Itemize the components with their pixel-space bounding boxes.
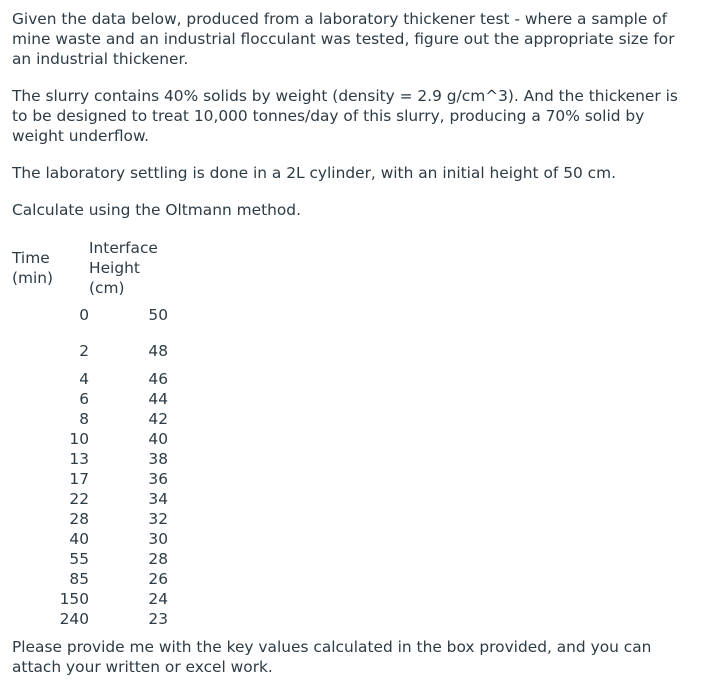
cylinder-paragraph: The laboratory settling is done in a 2L cylinder, with an initial height of 50 cm.	[12, 164, 617, 182]
height-cell: 38	[148, 450, 168, 468]
time-cell: 2	[79, 342, 89, 360]
time-column-header	[12, 248, 53, 288]
height-cell: 40	[148, 430, 168, 448]
time-cell: 4	[79, 370, 89, 388]
time-cell: 55	[69, 550, 89, 568]
height-cell: 32	[148, 510, 168, 528]
height-cell: 26	[148, 570, 168, 588]
height-header-line: Interface	[89, 239, 158, 257]
time-cell: 10	[69, 430, 89, 448]
method-paragraph: Calculate using the Oltmann method.	[12, 201, 301, 219]
time-cell: 28	[69, 510, 89, 528]
time-cell: 40	[69, 530, 89, 548]
height-header-unit: (cm)	[89, 279, 125, 297]
height-cell: 48	[148, 342, 168, 360]
height-cell: 23	[148, 610, 168, 628]
time-cell: 13	[69, 450, 89, 468]
height-cell: 46	[148, 370, 168, 388]
height-cell: 28	[148, 550, 168, 568]
height-column-header	[89, 238, 158, 298]
time-cell: 0	[79, 306, 89, 324]
time-cell: 6	[79, 390, 89, 408]
height-cell: 36	[148, 470, 168, 488]
height-header-line: Height	[89, 259, 140, 277]
time-cell: 8	[79, 410, 89, 428]
height-cell: 30	[148, 530, 168, 548]
time-cell: 22	[69, 490, 89, 508]
height-cell: 42	[148, 410, 168, 428]
height-cell: 50	[148, 306, 168, 324]
height-cell: 34	[148, 490, 168, 508]
time-header-line: Time	[12, 249, 50, 267]
closing-paragraph: Please provide me with the key values calculated in the box provided, and you can attach your written or excel work.	[12, 638, 652, 676]
time-header-unit: (min)	[12, 269, 54, 287]
slurry-paragraph: The slurry contains 40% solids by weight (density = 2.9 g/cm^3). And the thickener is to be designed to treat 10,000 tonnes/day of this slurry, producing a 70% solid by weight underflow.	[12, 87, 678, 145]
time-cell: 240	[59, 610, 89, 628]
intro-paragraph: Given the data below, produced from a laboratory thickener test - where a sample of mine waste and an industrial flocculant was tested, figure out the appropriate size for an industrial thickener.	[12, 10, 675, 68]
time-cell: 150	[59, 590, 89, 608]
time-cell: 17	[69, 470, 89, 488]
height-cell: 44	[148, 390, 168, 408]
height-cell: 24	[148, 590, 168, 608]
time-cell: 85	[69, 570, 89, 588]
